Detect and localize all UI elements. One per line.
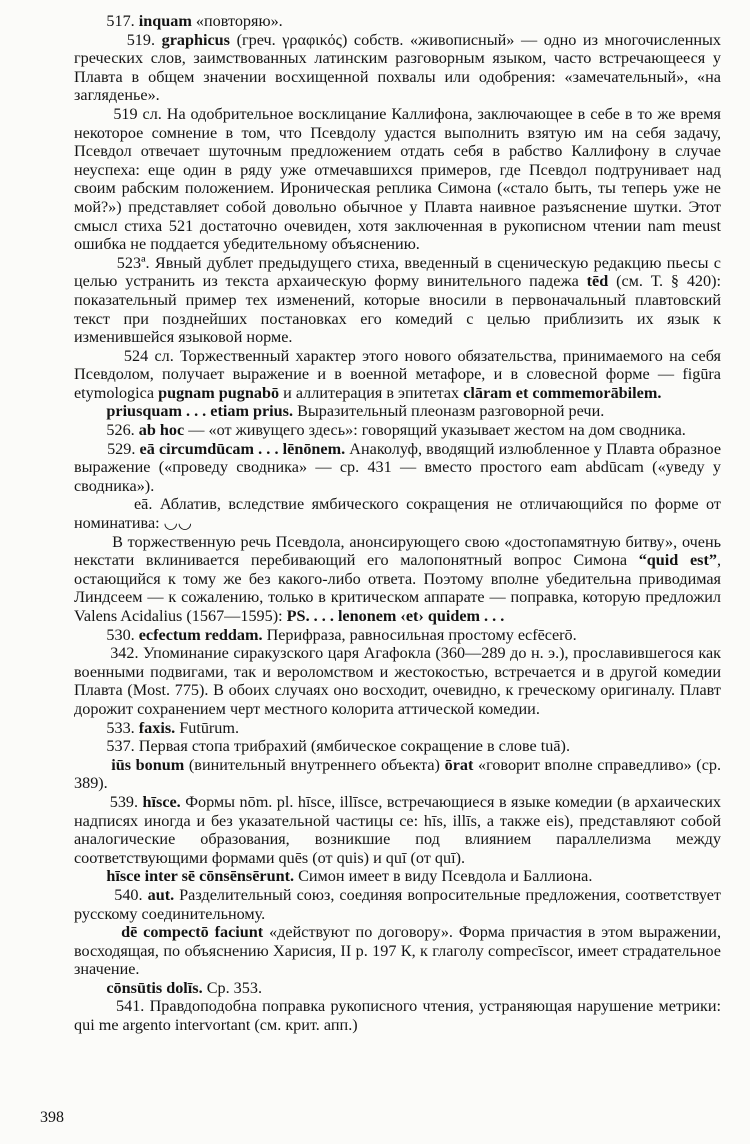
latin-lemma: priusquam . . . etiam prius.: [106, 402, 294, 421]
paragraph-text: Перифраза, равносильная простому ecfēcerō.: [262, 625, 577, 644]
latin-lemma: aut.: [147, 885, 175, 904]
commentary-paragraph: [74, 644, 726, 718]
latin-lemma: PS. . . . lenonem ‹et› quidem . . .: [286, 607, 505, 625]
paragraph-text: [74, 756, 111, 774]
latin-lemma: graphicus: [161, 30, 230, 49]
commentary-paragraph: [74, 253, 726, 347]
commentary-paragraph: [74, 997, 726, 1035]
latin-lemma: tēd: [586, 272, 609, 291]
paragraph-text: 526.: [74, 421, 139, 440]
paragraph-text: [74, 402, 106, 420]
commentary-paragraph: [74, 885, 726, 923]
paragraph-text: 537. Первая стопа трибрахий (ямбическое сокращение в слове tuā).: [74, 737, 570, 756]
paragraph-text: Анаколуф, вводящий излюбленное у Плавта образное выражение («проведу сводника» — ср. 431 — вместо простого eam abdūcam («уведу у сводника»).: [74, 439, 726, 495]
commentary-paragraph: [74, 439, 726, 496]
commentary-paragraph: [74, 421, 721, 440]
paragraph-text: eā. Аблатив, вследствие ямбического сокращения не отличающийся по форме от номинатива: ◡◡: [74, 495, 726, 533]
commentary-paragraph: [74, 737, 721, 756]
paragraph-text: Выразительный плеоназм разговорной речи.: [293, 402, 605, 421]
paragraph-text: 342. Упоминание сиракузского царя Агафокла (360—289 до н. э.), прославившегося как военными подвигами, так и вероломством и жестокостью, встречается и в другой комедии Плавта (Most. 775). В обоих случаях оно восходит, очевидно, к греческому оригиналу. Плавт дорожит сохранением черт местного колорита аттической комедии.: [74, 644, 726, 718]
paragraph-text: 523ª. Явный дублет предыдущего стиха, введенный в сценическую редакцию пьесы с целью устранить из текста архаическую форму винительного падежа: [74, 253, 726, 291]
latin-lemma: ecfectum reddam.: [138, 625, 263, 644]
paragraph-text: 539.: [74, 792, 143, 811]
commentary-paragraph: [74, 30, 726, 105]
paragraph-text: [74, 867, 106, 885]
commentary-paragraph: [74, 12, 721, 31]
commentary-paragraph: [74, 532, 726, 626]
commentary-text: [74, 12, 726, 1035]
paragraph-text: 533.: [74, 718, 139, 737]
latin-lemma: inquam: [138, 12, 192, 30]
commentary-paragraph: [74, 923, 726, 979]
paragraph-text: 519 сл. На одобрительное восклицание Каллифона, заключающее в себе в то же время некоторое сомнение в том, что Псевдолу удастся выполнить взятую им на себя задачу, Псевдол отвечает шуточным предложением отдать себя в рабство Каллифону в случае неуспеха: еще один в ряду уже отмечавшихся примеров, где Псевдол подтрунивает над своим рабским положением. Ироническая реплика Симона («стало быть, ты теперь уже не мой?») представляет собой довольно обычное у Плавта наивное разъяснение шутки. Этот смысл стиха 521 достаточно очевиден, хотя заключенная в рукописном чтении nam meust ошибка не поддается убедительному объяснению.: [74, 104, 726, 254]
commentary-paragraph: [74, 755, 726, 793]
latin-lemma: ab hoc: [138, 421, 185, 440]
paragraph-text: [74, 923, 121, 941]
latin-lemma: “quid est”: [638, 551, 717, 570]
latin-lemma: ōrat: [444, 755, 474, 774]
latin-lemma: hīsce.: [142, 792, 181, 811]
paragraph-text: 540.: [74, 885, 148, 904]
paragraph-text: Futūrum.: [175, 718, 240, 737]
paragraph-text: Ср. 353.: [202, 978, 263, 997]
paragraph-text: Разделительный союз, соединяя вопросительные предложения, соответствует русскому соединительному.: [74, 885, 726, 923]
commentary-paragraph: [74, 867, 721, 886]
paragraph-text: Формы nōm. pl. hīsce, illīsce, встречающиеся в языке комедии (в архаических надписях иногда и без указательной частицы ce: hīs, illīs, а также eis), представляют собой аналогические образования, возникшие под влиянием параллелизма между соответствующими формами quēs (от quis) и quī (от quī).: [74, 792, 726, 867]
commentary-paragraph: [74, 495, 726, 533]
latin-lemma: hīsce inter sē cōnsēnsērunt.: [106, 867, 295, 886]
commentary-paragraph: [74, 626, 721, 645]
paragraph-text: 541. Правдоподобна поправка рукописного чтения, устраняющая нарушение метрики: qui me argento intervortant (см. крит. апп.): [74, 997, 726, 1035]
paragraph-text: 530.: [74, 625, 139, 644]
paragraph-text: «действуют по договору». Форма причастия в этом выражении, восходящая, по объяснению Харисия, II р. 197 К, к глаголу compecīscor, имеет страдательное значение.: [74, 923, 726, 979]
paragraph-text: 517.: [74, 12, 139, 30]
commentary-paragraph: [74, 346, 726, 403]
commentary-paragraph: [74, 979, 721, 998]
paragraph-text: (см. Т. § 420): показательный пример тех изменений, которые вносили в первоначальный плавтовский текст при позднейших постановках его комедий с целью приблизить их язык к изменившейся языковой норме.: [74, 272, 726, 347]
paragraph-text: , остающийся к тому же без какого-либо ответа. Поэтому вполне убедительна приводимая Линдсеем — к сожалению, только в критическом аппарате — поправка, которую предложил Valens Acidalius (1567—1595):: [74, 551, 726, 625]
paragraph-text: [74, 979, 106, 997]
paragraph-text: 524 сл. Торжественный характер этого нового обязательства, принимаемого на себя Псевдолом, получает выражение и в военной метафоре, и в словесной форме — figūra etymologica: [74, 346, 726, 402]
paragraph-text: 519.: [74, 30, 162, 49]
commentary-paragraph: [74, 402, 721, 421]
latin-lemma: eā circumdūcam . . . lēnōnem.: [139, 439, 346, 458]
commentary-paragraph: [74, 792, 726, 867]
paragraph-text: (винительный внутреннего объекта): [184, 755, 445, 774]
latin-lemma: faxis.: [138, 718, 176, 737]
paragraph-text: и аллитерация в эпитетах: [279, 383, 464, 402]
paragraph-text: Симон имеет в виду Псевдола и Баллиона.: [294, 867, 593, 886]
paragraph-text: (греч. γραφικός) собств. «живописный» — одно из многочисленных греческих слов, заимствованных латинским разговорным языком, часто встречающееся у Плавта в общем значении восхищенной похвалы или одобрения: «замечательный», «на загляденье».: [74, 30, 726, 105]
latin-lemma: clāram et commemorābilem.: [463, 383, 662, 402]
commentary-paragraph: [74, 104, 726, 254]
paragraph-text: 529.: [74, 439, 140, 458]
paragraph-text: — «от живущего здесь»: говорящий указывает жестом на дом сводника.: [184, 421, 686, 440]
page-number: 398: [40, 1109, 64, 1126]
latin-lemma: pugnam pugnabō: [158, 383, 280, 402]
paragraph-text: В торжественную речь Псевдола, анонсирующего свою «достопамятную битву», очень некстати вклинивается перебивающий его малопонятный вопрос Симона: [74, 532, 726, 570]
latin-lemma: cōnsūtis dolīs.: [106, 978, 203, 997]
latin-lemma: dē compectō faciunt: [121, 923, 264, 942]
commentary-paragraph: [74, 719, 721, 738]
paragraph-text: «повторяю».: [191, 12, 283, 30]
paragraph-text: «говорит вполне справедливо» (ср. 389).: [74, 755, 726, 793]
latin-lemma: iūs bonum: [111, 755, 185, 774]
